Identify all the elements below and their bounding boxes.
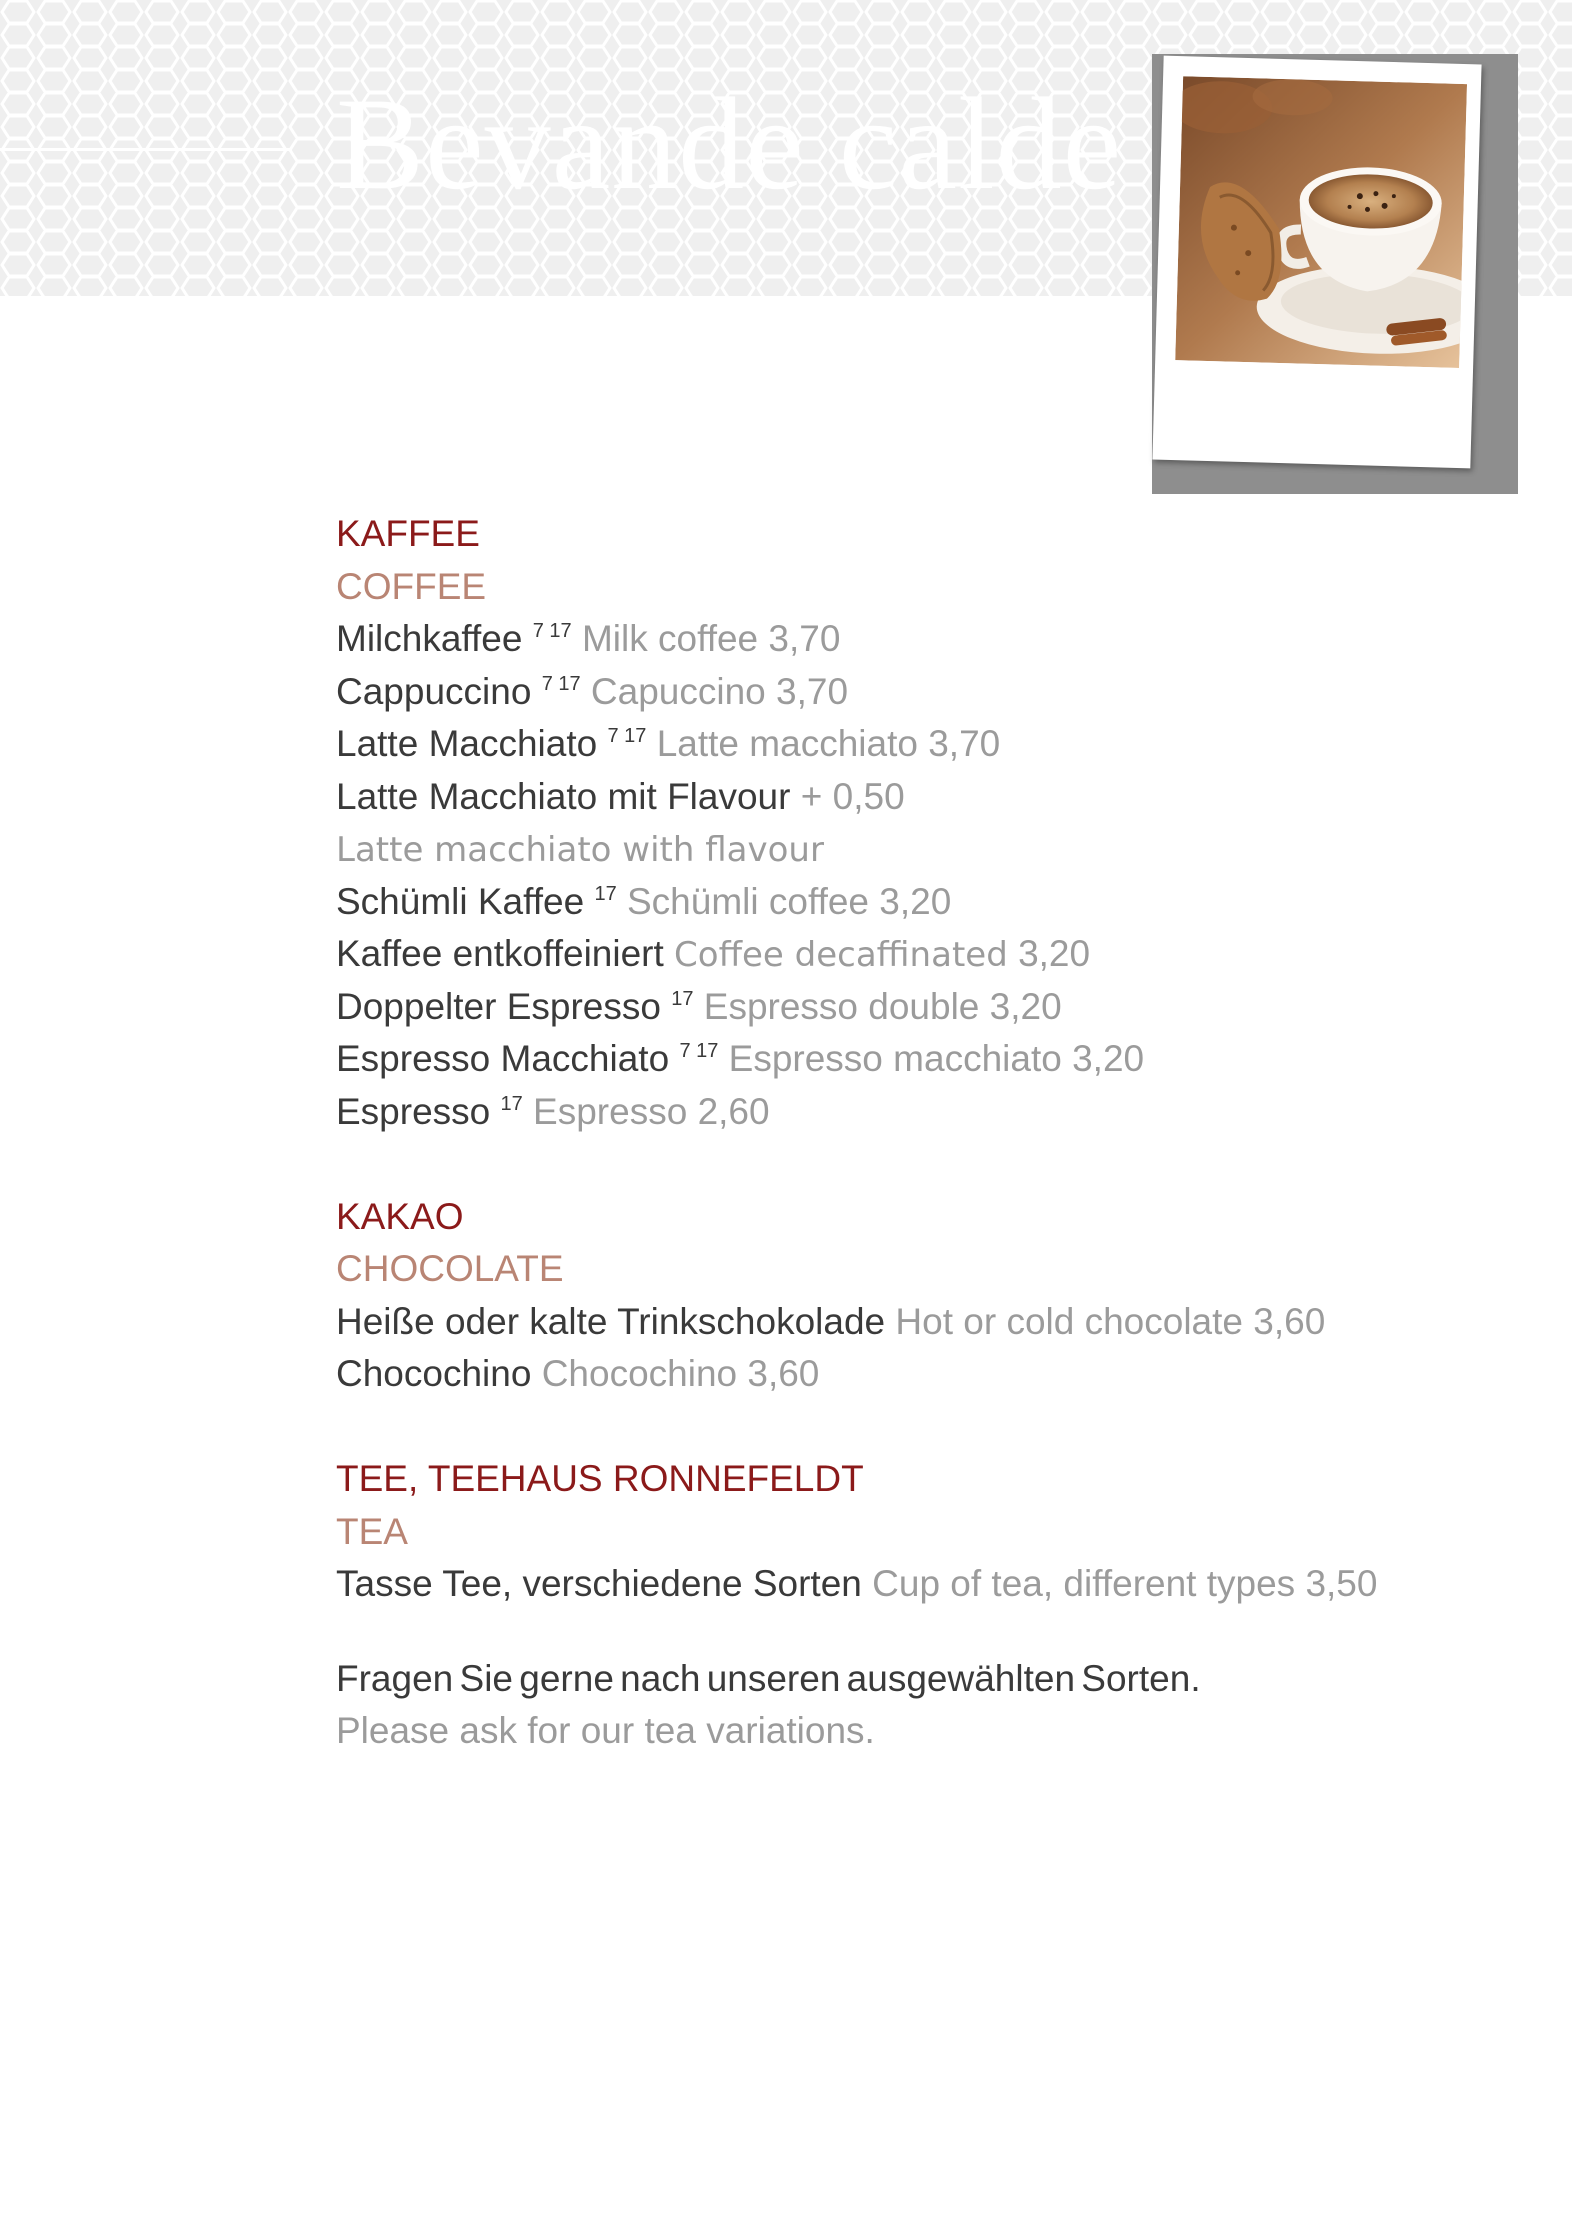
coffee-photo (1152, 56, 1481, 469)
item-name-en: Chocochino (541, 1353, 738, 1394)
allergen-codes: 7 17 (541, 672, 581, 695)
item-name-de: Cappuccino (336, 670, 532, 712)
item-price: 3,70 (768, 618, 841, 659)
item-name-de: Espresso Macchiato (336, 1038, 670, 1079)
allergen-codes: 7 17 (532, 620, 572, 642)
item-name-de: Tasse Tee, verschiedene Sorten (336, 1563, 862, 1604)
section-gap (336, 1401, 1496, 1454)
item-price: 3,70 (776, 670, 849, 712)
item-price: 3,20 (1018, 933, 1091, 974)
item-name-de: Doppelter Espresso (336, 985, 661, 1027)
section-gap (336, 1611, 1496, 1653)
item-name-en: Cup of tea, different types (872, 1563, 1296, 1604)
menu-item (336, 1348, 1496, 1401)
menu-content (336, 508, 1496, 1758)
menu-item (336, 876, 1496, 929)
section-subtitle-coffee: COFFEE (336, 565, 487, 607)
item-price: 3,20 (1072, 1038, 1145, 1079)
menu-item (336, 1086, 1496, 1139)
item-price: 3,50 (1305, 1563, 1378, 1604)
item-name-en: Schümli coffee (627, 880, 869, 922)
section-gap (336, 1138, 1496, 1191)
section-subtitle-chocolate: CHOCOLATE (336, 1248, 564, 1289)
item-name-en: Espresso macchiato (728, 1038, 1062, 1079)
menu-item (336, 718, 1496, 771)
page-title: Bevande calde (336, 70, 1123, 217)
menu-item (336, 1033, 1496, 1086)
item-price: 3,60 (1253, 1300, 1326, 1342)
section-subtitle-tea: TEA (336, 1510, 408, 1552)
item-name-en: Latte macchiato with flavour (336, 830, 824, 870)
item-name-en: Milk coffee (581, 618, 759, 659)
item-name-de: Milchkaffee (336, 618, 523, 659)
item-name-de: Espresso (336, 1090, 491, 1132)
allergen-codes: 7 17 (679, 1040, 719, 1062)
tea-note-en: Please ask for our tea variations. (336, 1710, 875, 1751)
item-extra-price: + 0,50 (800, 775, 905, 817)
item-price: 3,20 (879, 880, 952, 922)
menu-item (336, 928, 1496, 981)
item-name-de: Schümli Kaffee (336, 880, 585, 922)
menu-item (336, 771, 1496, 824)
item-name-en: Capuccino (590, 670, 766, 712)
menu-item (336, 1558, 1496, 1611)
allergen-codes: 17 (594, 882, 617, 905)
item-name-en: Espresso (533, 1090, 688, 1132)
menu-item (336, 613, 1496, 666)
item-name-de: Latte Macchiato (336, 723, 598, 764)
item-name-en: Coffee decaffinated (674, 935, 1008, 975)
item-name-de: Kaffee entkoffeiniert (336, 933, 664, 974)
item-name-en: Hot or cold chocolate (895, 1300, 1243, 1342)
item-price: 3,60 (747, 1353, 820, 1394)
coffee-cup-image (1175, 76, 1467, 368)
section-title-kakao: KAKAO (336, 1195, 464, 1237)
menu-item (336, 666, 1496, 719)
item-price: 2,60 (697, 1090, 770, 1132)
menu-item (336, 1296, 1496, 1349)
menu-item-translation (336, 823, 1496, 876)
item-name-en: Espresso double (703, 985, 980, 1027)
item-name-de: Chocochino (336, 1353, 532, 1394)
item-name-de: Heiße oder kalte Trinkschokolade (336, 1300, 886, 1342)
item-price: 3,70 (928, 723, 1001, 764)
allergen-codes: 17 (500, 1092, 523, 1115)
item-name-de: Latte Macchiato mit Flavour (336, 775, 791, 817)
allergen-codes: 17 (671, 987, 694, 1010)
item-name-en: Latte macchiato (656, 723, 918, 764)
menu-item (336, 981, 1496, 1034)
section-title-kaffee: KAFFEE (336, 513, 480, 554)
item-price: 3,20 (989, 985, 1062, 1027)
header-rule (0, 148, 292, 151)
section-title-tee: TEE, TEEHAUS RONNEFELDT (336, 1458, 864, 1499)
allergen-codes: 7 17 (607, 725, 647, 747)
tea-note-de: Fragen Sie gerne nach unseren ausgewählten Sorten. (336, 1657, 1201, 1699)
